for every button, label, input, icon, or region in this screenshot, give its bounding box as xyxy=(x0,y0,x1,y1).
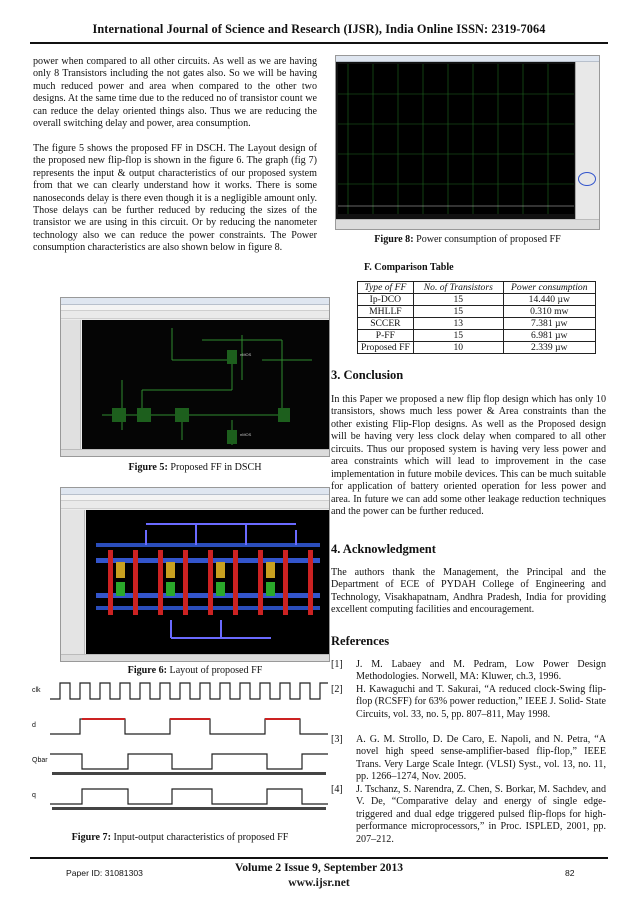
waveform-label: d xyxy=(32,722,36,729)
footer-paper-id: Paper ID: 31081303 xyxy=(66,868,143,878)
figure-5-screenshot xyxy=(60,297,330,457)
figure-8-caption: Figure 8: Power consumption of proposed FF xyxy=(374,234,561,245)
svg-text:nMOS: nMOS xyxy=(240,352,252,357)
table-header-row xyxy=(358,282,596,294)
footer-rule xyxy=(30,857,608,859)
column-header: Power consumption xyxy=(503,282,595,294)
layer-palette xyxy=(61,510,85,655)
column-header: No. of Transistors xyxy=(413,282,503,294)
figure-8-screenshot xyxy=(335,55,600,230)
table-row: MHLLF 15 0.310 mw xyxy=(358,306,596,318)
window-titlebar xyxy=(336,56,599,62)
header-rule xyxy=(30,42,608,44)
power-plot xyxy=(338,64,574,214)
acknowledgment-heading: 4. Acknowledgment xyxy=(331,542,436,556)
table-row: P-FF 15 6.981 µw xyxy=(358,330,596,342)
journal-header: International Journal of Science and Research (IJSR), India Online ISSN: 2319-7064 xyxy=(92,22,546,36)
comparison-heading: F. Comparison Table xyxy=(364,262,454,273)
simulation-side-panel xyxy=(575,62,599,222)
left-column-text xyxy=(33,56,317,267)
figure-7-caption: Figure 7: Input-output characteristics of proposed FF xyxy=(71,832,289,843)
footer-url-link[interactable]: www.ijsr.net xyxy=(288,876,350,889)
table-row: Proposed FF 10 2.339 µw xyxy=(358,342,596,354)
comparison-table xyxy=(357,281,596,354)
footer-page-number: 82 xyxy=(565,868,575,878)
highlight-circle xyxy=(578,172,596,186)
status-bar xyxy=(61,654,329,661)
table-row: Ip-DCO 15 14.440 µw xyxy=(358,294,596,306)
column-header: Type of FF xyxy=(358,282,414,294)
reference-item: [2] H. Kawaguchi and T. Sakurai, “A reduced clock-Swing flip-flop (RCSFF) for 63% power reduction,” IEEE J. Solid- State Circuits, vol. 33, no. 5, pp. 807–811, May 1998. xyxy=(331,684,606,720)
symbol-palette xyxy=(61,320,81,450)
svg-text:nMOS: nMOS xyxy=(240,432,252,437)
paragraph: power when compared to all other circuits. As well as we are having only 8 Transistors including the not gates also. So we will be having much reduced power and area when compared to the other two designs. At the same time due to the reduced no of transistor count we can reduce the delay oriented things also. Thus we are reducing the overall switching delay and power, area consumption. xyxy=(33,56,317,130)
window-toolbar xyxy=(61,501,329,509)
conclusion-text: In this Paper we proposed a new flip flop design which has only 10 transistors, shows much less power & Area constraints than the other existing Flip-Flop designs. As well as the Proposed design will be having very less clock delay when compared to all other circuits. Thus our proposed system is having very less power and area constraints which will lead to improvement in the case implementation in future mobile devices. This can be much suitable for application of battery oriented operation for less power and area. In future we can add some other leakage reduction techniques and the power can be further reduced. xyxy=(331,394,606,518)
footer-issue: Volume 2 Issue 9, September 2013 xyxy=(234,861,404,874)
waveform-label: Qbar xyxy=(32,757,48,764)
status-bar xyxy=(336,219,599,229)
dsch-schematic xyxy=(82,320,330,450)
references-heading: References xyxy=(331,634,390,648)
waveform-label: q xyxy=(32,792,36,799)
window-titlebar xyxy=(61,488,329,495)
table-row: SCCER 13 7.381 µw xyxy=(358,318,596,330)
figure-7-waveforms xyxy=(32,679,328,824)
conclusion-heading: 3. Conclusion xyxy=(331,368,404,382)
waveform-label: clk xyxy=(32,687,41,694)
layout-view xyxy=(86,510,330,655)
window-titlebar xyxy=(61,298,329,305)
reference-item: [1] J. M. Labaey and M. Pedram, Low Power Design Methodologies. Norwell, MA: Kluwer, ch.3, 1996. xyxy=(331,659,606,683)
status-bar xyxy=(61,449,329,456)
reference-item: [4] J. Tschanz, S. Narendra, Z. Chen, S. Borkar, M. Sachdev, and V. De, “Comparative delay and energy of single edge-triggered and dual edge triggered pulsed flip-flops for high-performance microprocessors,” in Proc. ISPLED, 2001, pp. 207–212. xyxy=(331,784,606,845)
figure-5-caption: Figure 5: Proposed FF in DSCH xyxy=(128,462,262,473)
paragraph: The figure 5 shows the proposed FF in DSCH. The Layout design of the proposed new flip-flop is shown in the figure 6. The graph (fig 7) represents the input & output characteristics of our proposed system from that we can clearly understand how it works. There is some nanoseconds delay is there even though it is a negligible amount only. Those delays can be further reduced by reducing the sizes of the transistor we are using in this circuit. Or by reducing the nanometer technology also we can reduce the power constraints. The Power consumption characteristics are also shown below in figure 8. xyxy=(33,142,317,254)
waveform-plot xyxy=(50,679,328,824)
reference-item: [3] A. G. M. Strollo, D. De Caro, E. Napoli, and N. Petra, “A novel high speed sense-amplifier-based flip-flop,” IEEE Trans. Very Large Scale Integr. (VLSI) Syst., vol. 13, no. 11, pp. 1266–1274, Nov. 2005. xyxy=(331,734,606,783)
figure-6-screenshot xyxy=(60,487,330,662)
acknowledgment-text: The authors thank the Management, the Principal and the Department of ECE of PYDAH College of Engineering and Technology, Visakhapatnam, Andhra Pradesh, India for providing excellent computing facilities and encouragement. xyxy=(331,567,606,616)
figure-6-caption: Figure 6: Layout of proposed FF xyxy=(127,665,263,676)
window-toolbar xyxy=(61,311,329,319)
